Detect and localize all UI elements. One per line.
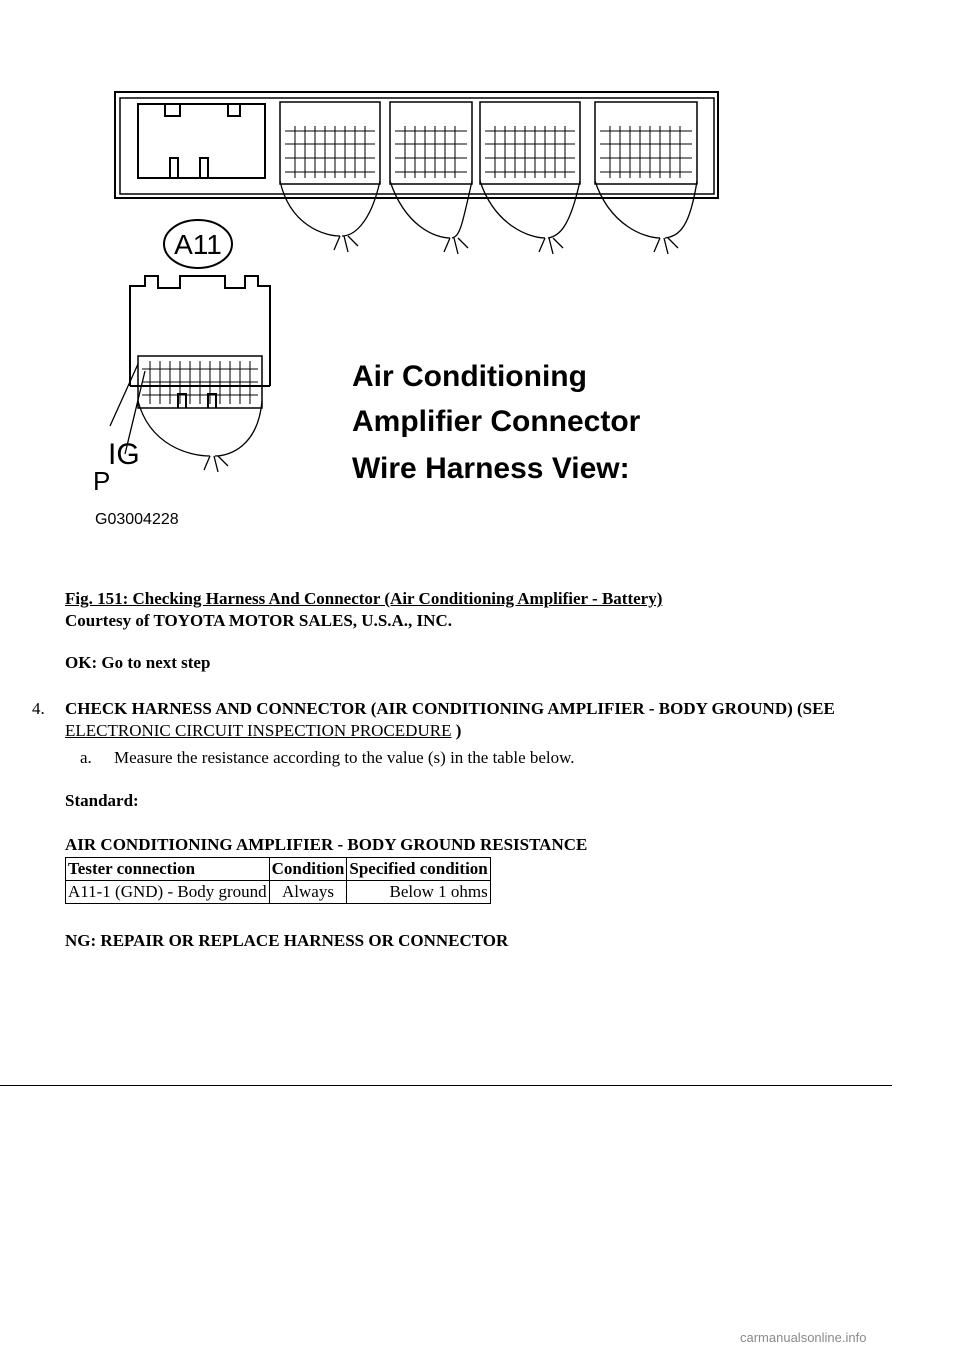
figure-label-line3: Wire Harness View: (352, 452, 630, 485)
figure-label-line2: Amplifier Connector (352, 405, 641, 438)
ok-result: OK: Go to next step (65, 653, 211, 672)
page-divider (0, 1085, 892, 1086)
a11-connector-body (130, 276, 270, 408)
svg-text:A11: A11 (174, 229, 222, 260)
resistance-table (65, 857, 491, 904)
step-4 (32, 698, 852, 742)
substep-letter: a. (80, 748, 92, 767)
figure-caption-title[interactable]: Fig. 151: Checking Harness And Connector (Air Conditioning Amplifier - Battery) (65, 589, 663, 608)
step-text-end: ) (451, 721, 462, 740)
header-specified-condition: Specified condition (347, 858, 490, 881)
connector-diagram (90, 86, 730, 536)
cell-specified-condition: Below 1 ohms (347, 881, 490, 904)
pin-p-label: P (93, 466, 111, 496)
cell-tester-connection: A11-1 (GND) - Body ground (66, 881, 270, 904)
figure-id: G03004228 (95, 511, 179, 528)
pin-ig-label: IG (108, 438, 140, 471)
substep-a (80, 747, 575, 769)
figure-caption (65, 588, 662, 632)
substep-text: Measure the resistance according to the value (s) in the table below. (114, 748, 575, 767)
table-title: AIR CONDITIONING AMPLIFIER - BODY GROUND RESISTANCE (65, 835, 588, 854)
figure-courtesy: Courtesy of TOYOTA MOTOR SALES, U.S.A., INC. (65, 611, 452, 630)
ng-result: NG: REPAIR OR REPLACE HARNESS OR CONNECTOR (65, 931, 509, 950)
table-row (66, 881, 491, 904)
step-text: CHECK HARNESS AND CONNECTOR (AIR CONDITIONING AMPLIFIER - BODY GROUND) (SEE (65, 699, 835, 718)
step-heading (65, 698, 852, 742)
figure-label-line1: Air Conditioning (352, 360, 587, 393)
connector-code-badge (164, 220, 232, 268)
watermark: carmanualsonline.info (740, 1330, 867, 1345)
electronic-circuit-inspection-link[interactable]: ELECTRONIC CIRCUIT INSPECTION PROCEDURE (65, 721, 452, 740)
step-number: 4. (32, 699, 45, 718)
harness-wires-top (280, 181, 697, 254)
header-condition: Condition (269, 858, 347, 881)
cell-condition: Always (269, 881, 347, 904)
standard-label: Standard: (65, 791, 139, 810)
table-header-row (66, 858, 491, 881)
main-connector-body (115, 92, 718, 198)
header-tester-connection: Tester connection (66, 858, 270, 881)
